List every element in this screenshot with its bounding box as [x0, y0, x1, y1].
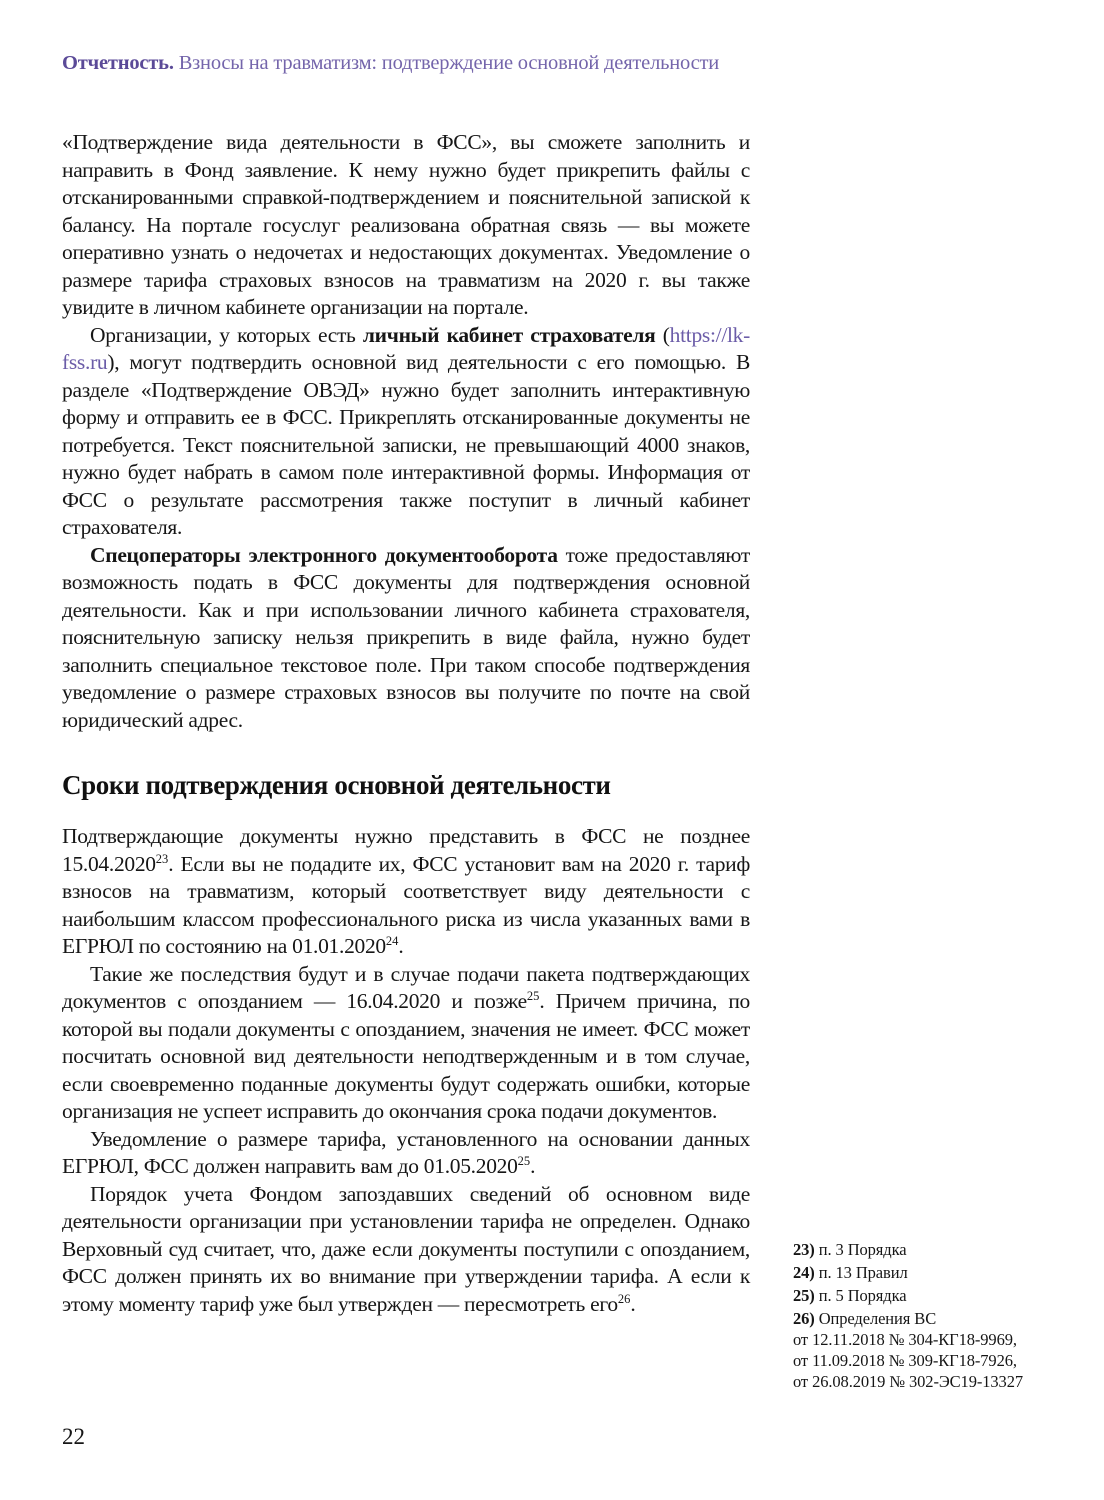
running-header-section: Отчетность.: [62, 52, 174, 74]
footnote: [793, 1308, 1055, 1392]
body-text: ), могут подтвердить основной вид деятельности с его помощью. В разделе «Подтверждение ОВЭД» нужно будет заполнить интерактивную форму и отправить ее в ФСС. Прикреплять отсканированные документы не потребуется. Текст пояснительной записки, не превышающий 4000 знаков, нужно будет набрать в самом поле интерактивной формы. Информация от ФСС о результате рассмотрения также поступит в личный кабинет страхователя.: [62, 350, 750, 539]
footnote: [793, 1285, 1055, 1306]
footnote-ref: 23: [155, 851, 169, 866]
footnote-text: от 26.08.2019 № 302-ЭС19-13327: [793, 1372, 1023, 1391]
footnote-ref: 25: [517, 1153, 531, 1168]
body-text: Уведомление о размере тарифа, установленного на основании данных ЕГРЮЛ, ФСС должен направить вам до 01.05.2020: [62, 1126, 750, 1178]
body-text: (: [655, 322, 670, 347]
paragraph: [62, 542, 750, 735]
link-lk-fss[interactable]: https://lk-fss.ru: [62, 322, 750, 374]
body-text: .: [398, 934, 404, 958]
paragraph: [62, 322, 750, 542]
running-header-title: Взносы на травматизм: подтверждение основной деятельности: [178, 52, 720, 74]
footnote-text: п. 13 Правил: [818, 1263, 908, 1282]
paragraph: [62, 1126, 750, 1181]
body-text: Подтверждающие документы нужно представить в ФСС не позднее 15.04.2020: [62, 824, 750, 876]
body-text: .: [630, 1291, 636, 1316]
footnote-ref: 26: [617, 1291, 631, 1306]
body-text: Порядок учета Фондом запоздавших сведений об основном виде деятельности организации при установлении тарифа не определен. Однако Верховный суд считает, что, даже если документы поступили с опозданием, ФСС должен принять их во внимание при утверждении тарифа. А если к этому моменту тариф уже был утвержден — пересмотреть его: [62, 1181, 750, 1316]
paragraph: [62, 961, 750, 1126]
body-text: Такие же последствия будут и в случае подачи пакета подтверждающих документов с опозданием — 16.04.2020 и позже: [62, 961, 750, 1013]
paragraph: [62, 129, 750, 322]
footnote-text: Определения ВС: [818, 1309, 937, 1328]
footnote-ref: 24: [385, 933, 399, 948]
footnote-text: от 11.09.2018 № 309-КГ18-7926,: [793, 1351, 1017, 1370]
footnote-text: п. 5 Порядка: [818, 1286, 907, 1305]
body-text: Организации, у которых есть: [90, 322, 363, 347]
bold-text: личный кабинет страхователя: [362, 322, 656, 347]
footnote-number: 26): [793, 1309, 819, 1328]
body-text: . Если вы не подадите их, ФСС установит вам на 2020 г. тариф взносов на травматизм, который соответствует виду деятельности с наибольшим классом профессионального риска из числа указанных вами в ЕГРЮЛ по состоянию на 01.01.2020: [62, 851, 750, 958]
paragraph: [62, 823, 750, 961]
body-text: . Причем причина, по которой вы подали документы с опозданием, значения не имеет. ФСС может посчитать основной вид деятельности неподтвержденным и в том случае, если своевременно поданные документы будут содержать ошибки, которые организация не успеет исправить до окончания срока подачи документов.: [62, 989, 750, 1123]
paragraph: [62, 1181, 750, 1319]
section-heading: Сроки подтверждения основной деятельности: [62, 770, 611, 800]
body-text: «Подтверждение вида деятельности в ФСС», вы сможете заполнить и направить в Фонд заявление. К нему нужно будет прикрепить файлы с отсканированными справкой-подтверждением и пояснительной запиской к балансу. На портале госуслуг реализована обратная связь — вы можете оперативно узнать о недочетах и недостающих документах. Уведомление о размере тарифа страховых взносов на травматизм на 2020 г. вы также увидите в личном кабинете организации на портале.: [62, 130, 750, 319]
footnote-text: п. 3 Порядка: [818, 1240, 907, 1259]
footnotes: [793, 1239, 1055, 1394]
footnote-number: 23): [793, 1240, 819, 1259]
footnote-text: от 12.11.2018 № 304-КГ18-9969,: [793, 1330, 1017, 1349]
footnote: [793, 1239, 1055, 1260]
footnote-number: 24): [793, 1263, 819, 1282]
footnote-number: 25): [793, 1286, 819, 1305]
footnote-ref: 25: [526, 988, 540, 1003]
bold-text: Спецоператоры электронного документооборота: [90, 542, 558, 567]
footnote: [793, 1262, 1055, 1283]
running-header: [62, 52, 962, 75]
body-text: .: [530, 1154, 536, 1178]
article: [62, 129, 750, 1318]
body-text: тоже предоставляют возможность подать в ФСС документы для подтверждения основной деятельности. Как и при использовании личного кабинета страхователя, пояснительную записку нельзя прикрепить в виде файла, нужно будет заполнить специальное текстовое поле. При таком способе подтверждения уведомление о размере страховых взносов вы получите по почте на свой юридический адрес.: [62, 542, 750, 732]
page-number: 22: [62, 1424, 85, 1449]
